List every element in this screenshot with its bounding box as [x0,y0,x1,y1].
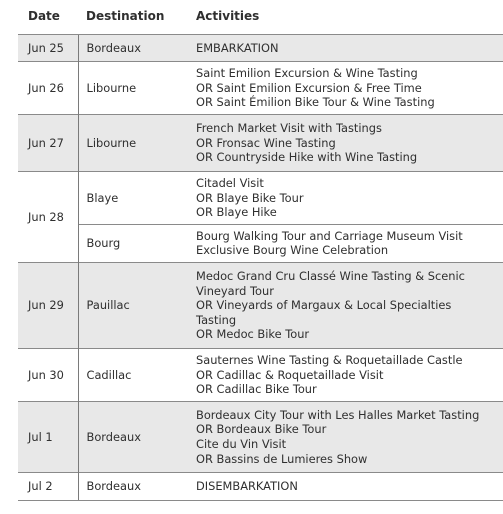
table-row [18,171,503,224]
date-cell: Jun 29 [18,262,78,348]
table-row [18,348,503,401]
activity-line: Bordeaux City Tour with Les Halles Market Tasting [196,407,480,422]
table-row [18,62,503,115]
activity-line: OR Cadillac & Roquetaillade Visit [196,367,384,382]
activities-cell [188,348,503,401]
activity-line: OR Blaye Bike Tour [196,190,304,205]
activity-line: OR Saint Emilion Excursion & Free Time [196,80,422,95]
destination-cell: Cadillac [78,348,188,401]
table-row [18,472,503,500]
activity-line: EMBARKATION [196,40,279,55]
activities-cell [188,224,503,262]
activity-line: Vineyard Tour [196,283,274,298]
activities-cell [188,262,503,348]
header-row [18,0,503,34]
activities-cell [188,472,503,500]
table-row [18,224,503,262]
date-cell: Jun 26 [18,62,78,115]
destination-cell: Bordeaux [78,472,188,500]
activity-line: OR Vineyards of Margaux & Local Specialties [196,298,452,313]
table-row [18,401,503,472]
date-cell: Jul 2 [18,472,78,500]
destination-cell: Libourne [78,62,188,115]
activity-line: Tasting [196,312,237,327]
activity-line: Citadel Visit [196,175,264,190]
activities-cell [188,34,503,62]
activity-line: OR Medoc Bike Tour [196,327,310,342]
date-cell: Jun 30 [18,348,78,401]
destination-cell: Libourne [78,114,188,171]
activity-line: Medoc Grand Cru Classé Wine Tasting & Scenic [196,268,465,283]
activity-line: OR Cadillac Bike Tour [196,382,317,397]
activity-line: OR Bordeaux Bike Tour [196,422,327,437]
activities-cell [188,171,503,224]
activity-line: DISEMBARKATION [196,478,298,493]
activity-line: Saint Emilion Excursion & Wine Tasting [196,66,418,81]
date-cell: Jul 1 [18,401,78,472]
header-activities: Activities [196,9,260,23]
destination-cell: Bordeaux [78,401,188,472]
activities-cell [188,114,503,171]
table-row [18,34,503,62]
activity-line: OR Fronsac Wine Tasting [196,135,336,150]
activity-line: OR Saint Émilion Bike Tour & Wine Tasting [196,95,435,110]
destination-cell: Pauillac [78,262,188,348]
activities-cell [188,62,503,115]
destination-cell: Blaye [78,171,188,224]
date-cell: Jun 28 [18,171,78,262]
activity-line: French Market Visit with Tastings [196,121,382,136]
destination-cell: Bordeaux [78,34,188,62]
date-cell: Jun 25 [18,34,78,62]
activity-line: Exclusive Bourg Wine Celebration [196,243,389,258]
activity-line: OR Bassins de Lumieres Show [196,451,368,466]
table-row [18,262,503,348]
header-date: Date [28,9,60,23]
date-cell: Jun 27 [18,114,78,171]
activity-line: OR Countryside Hike with Wine Tasting [196,150,418,165]
activity-line: Sauternes Wine Tasting & Roquetaillade Castle [196,353,463,368]
header-destination: Destination [86,9,165,23]
table-row [18,114,503,171]
activity-line: Bourg Walking Tour and Carriage Museum Visit [196,228,463,243]
itinerary-table [18,0,503,501]
destination-cell: Bourg [78,224,188,262]
activities-cell [188,401,503,472]
activity-line: Cite du Vin Visit [196,436,287,451]
activity-line: OR Blaye Hike [196,205,277,220]
